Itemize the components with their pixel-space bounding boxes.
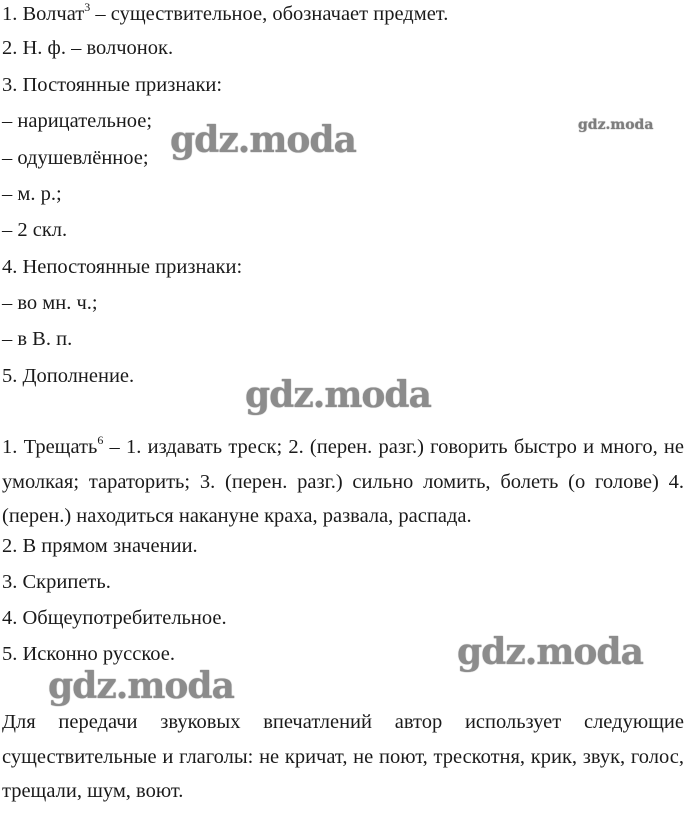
watermark-logo: gdz.moda [245,374,431,416]
s2-line-2: 2. В прямом значении. [2,535,198,557]
s1-line-6: – м. р.; [2,183,62,205]
watermark-logo: gdz.moda [170,119,356,161]
s1-line-7: – 2 скл. [2,219,68,241]
word-volchat: 1. Волчат [2,3,85,25]
s1-line-3: 3. Постоянные признаки: [2,74,223,96]
s1-line-9: – во мн. ч.; [2,292,98,314]
s1-line-8: 4. Непостоянные признаки: [2,256,243,278]
watermark-logo: gdz.moda [457,631,643,673]
s1-line-1-rest: – существительное, обозначает предмет. [90,3,449,25]
s1-line-4: – нарицательное; [2,110,153,132]
s2-line-5: 5. Исконно русское. [2,643,175,665]
definition-text: – 1. издавать треск; 2. (перен. разг.) говорить быстро и много, не умолкая; тараторить; 3. (перен. разг.) сильно ломить, болеть (о голове) 4. (перен.) находиться накануне краха, развала, распада. [2,436,684,527]
footnote-marker: 6 [97,433,104,447]
watermark-logo: gdz.moda [48,665,234,707]
s1-line-2: 2. Н. ф. – волчонок. [2,37,174,59]
word-treshchat: 1. Трещать [2,436,98,458]
s2-line-3: 3. Скрипеть. [2,571,111,593]
footnote-marker: 3 [84,0,91,14]
s1-line-5: – одушевлённое; [2,147,149,169]
s1-line-11: 5. Дополнение. [2,365,135,387]
watermark-logo-small: gdz.moda [578,117,654,133]
s1-line-10: – в В. п. [2,328,73,350]
s3-paragraph: Для передачи звуковых впечатлений автор использует следующие существительные и глаголы: не кричат, не поют, трескотня, крик, звук, голос, трещали, шум, воют. [2,711,684,802]
s2-line-4: 4. Общеупотребительное. [2,607,227,629]
s2-definition-paragraph [2,430,684,534]
s1-line-1 [2,0,449,25]
